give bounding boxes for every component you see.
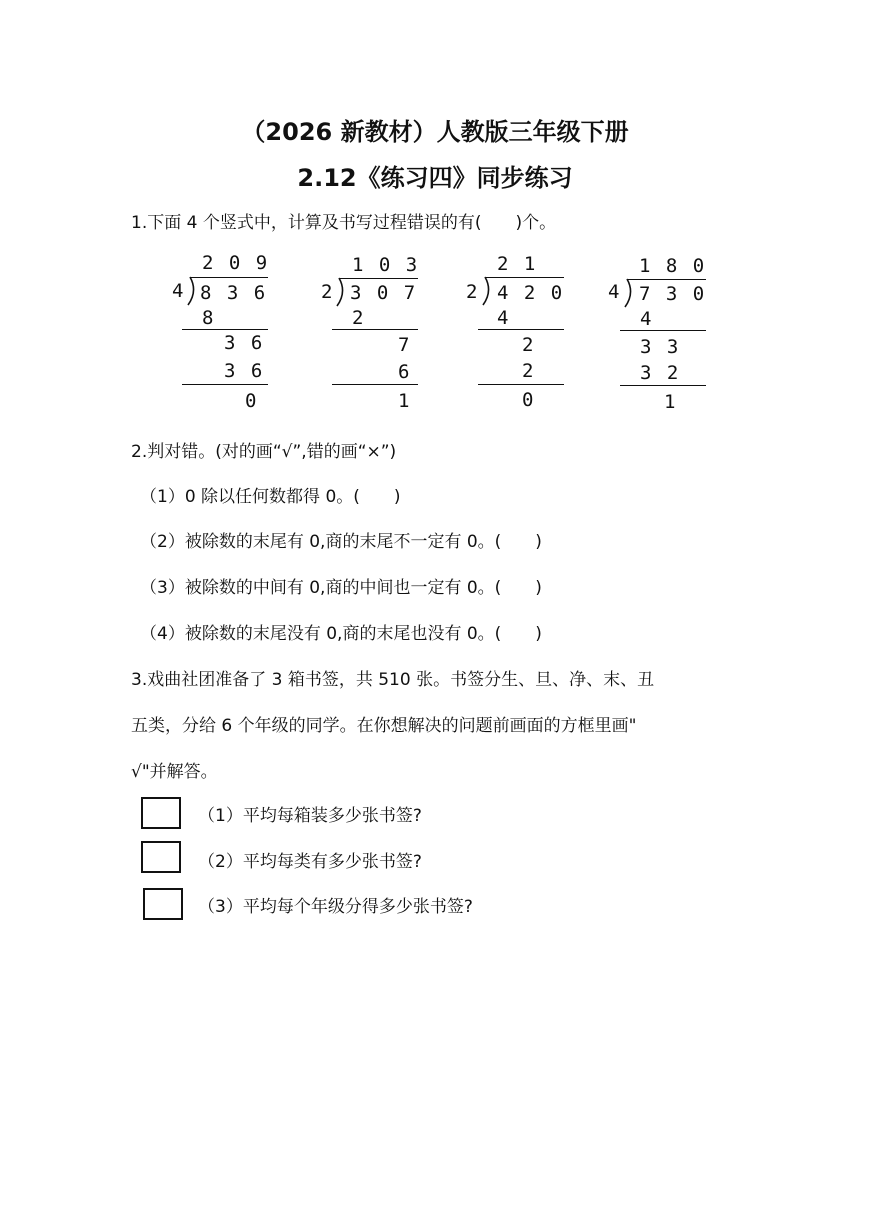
q2-stem: 2.判对错。(对的画“√”,错的画“×”) bbox=[131, 442, 397, 462]
divisor: 2 bbox=[321, 281, 335, 303]
step: 3 3 bbox=[640, 336, 681, 358]
answer-checkbox-3[interactable] bbox=[143, 888, 183, 920]
division-bracket bbox=[479, 276, 493, 306]
step-line bbox=[182, 329, 268, 330]
step-line bbox=[478, 329, 564, 330]
step: 4 bbox=[497, 307, 511, 329]
dividend: 4 2 0 bbox=[497, 282, 565, 304]
page-title: （2026 新教材）人教版三年级下册 bbox=[241, 118, 629, 146]
step-line bbox=[620, 385, 706, 386]
step: 2 bbox=[522, 360, 536, 382]
division-bracket bbox=[621, 278, 635, 308]
quotient: 1 8 0 bbox=[639, 255, 707, 277]
quotient: 2 0 9 bbox=[202, 252, 270, 274]
q3-option: （1）平均每箱装多少张书签? bbox=[198, 806, 422, 826]
vinculum bbox=[486, 277, 564, 278]
step: 6 bbox=[398, 361, 412, 383]
q3-option: （2）平均每类有多少张书签? bbox=[198, 852, 422, 872]
dividend: 8 3 6 bbox=[200, 282, 268, 304]
step: 7 bbox=[398, 334, 412, 356]
division-bracket bbox=[184, 276, 198, 306]
dividend: 3 0 7 bbox=[350, 282, 418, 304]
remainder: 0 bbox=[522, 389, 536, 411]
remainder: 1 bbox=[398, 390, 412, 412]
division-bracket bbox=[333, 277, 347, 307]
vinculum bbox=[628, 279, 706, 280]
step-line bbox=[332, 384, 418, 385]
vinculum bbox=[340, 278, 418, 279]
step: 2 bbox=[352, 307, 366, 329]
remainder: 1 bbox=[664, 391, 678, 413]
divisor: 4 bbox=[172, 280, 186, 302]
answer-checkbox-2[interactable] bbox=[141, 841, 181, 873]
q3-option: （3）平均每个年级分得多少张书签? bbox=[198, 897, 473, 917]
step-line bbox=[332, 329, 418, 330]
q3-stem-line: 五类，分给 6 个年级的同学。在你想解决的问题前画面的方框里画" bbox=[131, 716, 637, 736]
remainder: 0 bbox=[245, 390, 259, 412]
q3-stem-line: 3.戏曲社团准备了 3 箱书签，共 510 张。书签分生、旦、净、末、丑 bbox=[131, 670, 655, 690]
step: 8 bbox=[202, 307, 216, 329]
step: 3 2 bbox=[640, 362, 681, 384]
page-subtitle: 2.12《练习四》同步练习 bbox=[297, 164, 573, 192]
step: 3 6 bbox=[224, 360, 265, 382]
q2-item: （1）0 除以任何数都得 0。( ) bbox=[140, 487, 401, 507]
q1-stem: 1.下面 4 个竖式中，计算及书写过程错误的有( )个。 bbox=[131, 213, 557, 233]
quotient: 2 1 bbox=[497, 253, 538, 275]
step-line bbox=[620, 330, 706, 331]
divisor: 2 bbox=[466, 281, 480, 303]
quotient: 1 0 3 bbox=[352, 254, 420, 276]
vinculum bbox=[190, 277, 268, 278]
step: 4 bbox=[640, 308, 654, 330]
q3-stem-line: √"并解答。 bbox=[131, 762, 218, 782]
q2-item: （3）被除数的中间有 0,商的中间也一定有 0。( ) bbox=[140, 578, 542, 598]
q2-item: （2）被除数的末尾有 0,商的末尾不一定有 0。( ) bbox=[140, 532, 542, 552]
dividend: 7 3 0 bbox=[639, 283, 707, 305]
step: 2 bbox=[522, 334, 536, 356]
step-line bbox=[182, 384, 268, 385]
step-line bbox=[478, 384, 564, 385]
divisor: 4 bbox=[608, 281, 622, 303]
q2-item: （4）被除数的末尾没有 0,商的末尾也没有 0。( ) bbox=[140, 624, 542, 644]
answer-checkbox-1[interactable] bbox=[141, 797, 181, 829]
step: 3 6 bbox=[224, 332, 265, 354]
